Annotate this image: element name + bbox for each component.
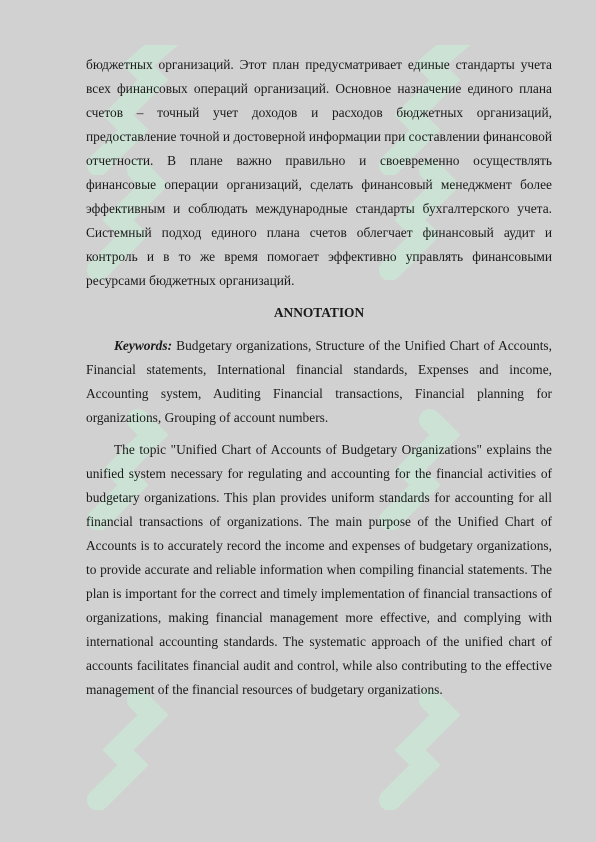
- russian-abstract-paragraph: бюджетных организаций. Этот план предусматривает единые стандарты учета всех финансовых операций организаций. Основное назначение единого плана счетов – точный учет доходов и расходов бюджетных организаций, предоставление точной и достоверной информации при составлении финансовой отчетности. В плане важно правильно и своевременно осуществлять финансовые операции организаций, сделать финансовый менеджмент более эффективным и соблюдать международные стандарты бухгалтерского учета. Системный подход единого плана счетов облегчает финансовый аудит и контроль и в то же время помогает эффективно управлять финансовыми ресурсами бюджетных организаций.: [86, 57, 552, 288]
- document-page: [86, 53, 552, 702]
- annotation-heading: ANNOTATION: [273, 305, 365, 320]
- english-abstract-paragraph: The topic "Unified Chart of Accounts of Budgetary Organizations" explains the unified system necessary for regulating and accounting for the financial activities of budgetary organizations. This plan provides uniform standards for accounting for all financial transactions of organizations. The main purpose of the Unified Chart of Accounts is to accurately record the income and expenses of budgetary organizations, to provide accurate and reliable information when compiling financial statements. The plan is important for the correct and timely implementation of financial transactions of organizations, making financial management more effective, and complying with international accounting standards. The systematic approach of the unified chart of accounts facilitates financial audit and control, while also contributing to the effective management of the financial resources of budgetary organizations.: [86, 442, 552, 697]
- keywords-paragraph: [86, 334, 552, 430]
- keywords-text: Budgetary organizations, Structure of the Unified Chart of Accounts, Financial statements, International financial standards, Expenses and income, Accounting system, Auditing Financial transactions, Financial planning for organizations, Grouping of account numbers.: [86, 338, 552, 425]
- keywords-label: Keywords:: [114, 338, 173, 353]
